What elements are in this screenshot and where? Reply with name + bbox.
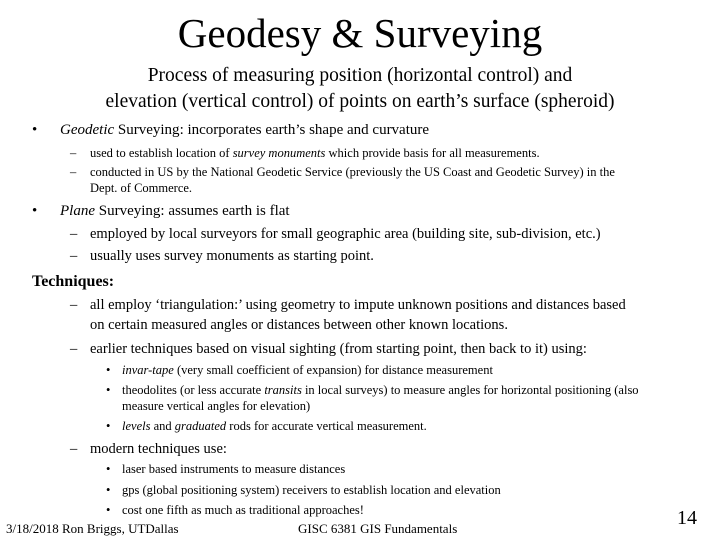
plane-term-rest: Surveying — [95, 203, 161, 219]
transits-term: transits — [264, 383, 302, 397]
subtitle-line-2: elevation (vertical control) of points on earth’s surface (spheroid) — [105, 91, 615, 112]
plane-surveying-item — [60, 202, 290, 221]
bullet-marker: • — [106, 503, 111, 517]
dash-marker: – — [70, 248, 78, 264]
visual-technique-c: levels and graduated rods for accurate vertical measurement. — [122, 419, 427, 433]
geodetic-desc: : incorporates earth’s shape and curvature — [179, 122, 430, 138]
dash-marker: – — [70, 165, 77, 179]
bullet-marker: • — [106, 363, 111, 377]
plane-term: Plane — [60, 203, 95, 219]
techniques-item-2: earlier techniques based on visual sighting (from starting point, then back to it) using: — [90, 341, 587, 357]
slide-title: Geodesy & Surveying — [177, 10, 543, 56]
modern-technique-c: cost one fifth as much as traditional approaches! — [122, 503, 364, 517]
dash-marker: – — [70, 341, 78, 357]
geodetic-sub-2-line-2: Dept. of Commerce. — [90, 181, 193, 195]
invar-tape-term: invar-tape — [122, 363, 174, 377]
plane-sub-1: employed by local surveyors for small geographic area (building site, sub-division, etc.) — [90, 226, 601, 242]
geodetic-term-rest: Surveying — [114, 122, 180, 138]
geodetic-sub-1: used to establish location of survey monuments which provide basis for all measurements. — [90, 146, 540, 160]
page-number: 14 — [677, 507, 697, 529]
plane-sub-2: usually uses survey monuments as starting point. — [90, 248, 374, 264]
bullet-marker: • — [32, 203, 38, 219]
geodetic-surveying-item — [60, 121, 429, 140]
dash-marker: – — [70, 297, 78, 313]
techniques-item-1-line-2: on certain measured angles or distances between other known locations. — [90, 317, 508, 333]
bullet-marker: • — [32, 122, 38, 138]
bullet-marker: • — [106, 483, 111, 497]
geodetic-sub-2-line-1: conducted in US by the National Geodetic Service (previously the US Coast and Geodetic Survey) in the — [90, 165, 615, 179]
dash-marker: – — [70, 226, 78, 242]
levels-term: levels — [122, 419, 151, 433]
footer-course: GISC 6381 GIS Fundamentals — [298, 521, 458, 536]
modern-technique-a: laser based instruments to measure distances — [122, 462, 346, 476]
visual-technique-a: invar-tape (very small coefficient of expansion) for distance measurement — [122, 363, 493, 377]
bullet-marker: • — [106, 383, 111, 397]
visual-technique-b-line-1: theodolites (or less accurate transits in local surveys) to measure angles for horizontal positioning (also — [122, 383, 639, 397]
bullet-marker: • — [106, 419, 111, 433]
dash-marker: – — [70, 146, 77, 160]
techniques-item-3: modern techniques use: — [90, 441, 227, 457]
survey-monuments-term: survey monuments — [232, 146, 326, 160]
techniques-item-1-line-1: all employ ‘triangulation:’ using geometry to impute unknown positions and distances based — [90, 297, 626, 313]
subtitle-line-1: Process of measuring position (horizontal control) and — [147, 65, 573, 86]
techniques-heading: Techniques: — [32, 273, 115, 290]
graduated-term: graduated — [174, 419, 227, 433]
bullet-marker: • — [106, 462, 111, 476]
visual-technique-b-line-2: measure vertical angles for elevation) — [122, 399, 311, 413]
geodetic-term: Geodetic — [60, 122, 115, 138]
footer-date-author: 3/18/2018 Ron Briggs, UTDallas — [6, 521, 179, 536]
dash-marker: – — [70, 441, 78, 457]
plane-desc: : assumes earth is flat — [160, 203, 290, 219]
modern-technique-b: gps (global positioning system) receivers to establish location and elevation — [122, 483, 501, 497]
